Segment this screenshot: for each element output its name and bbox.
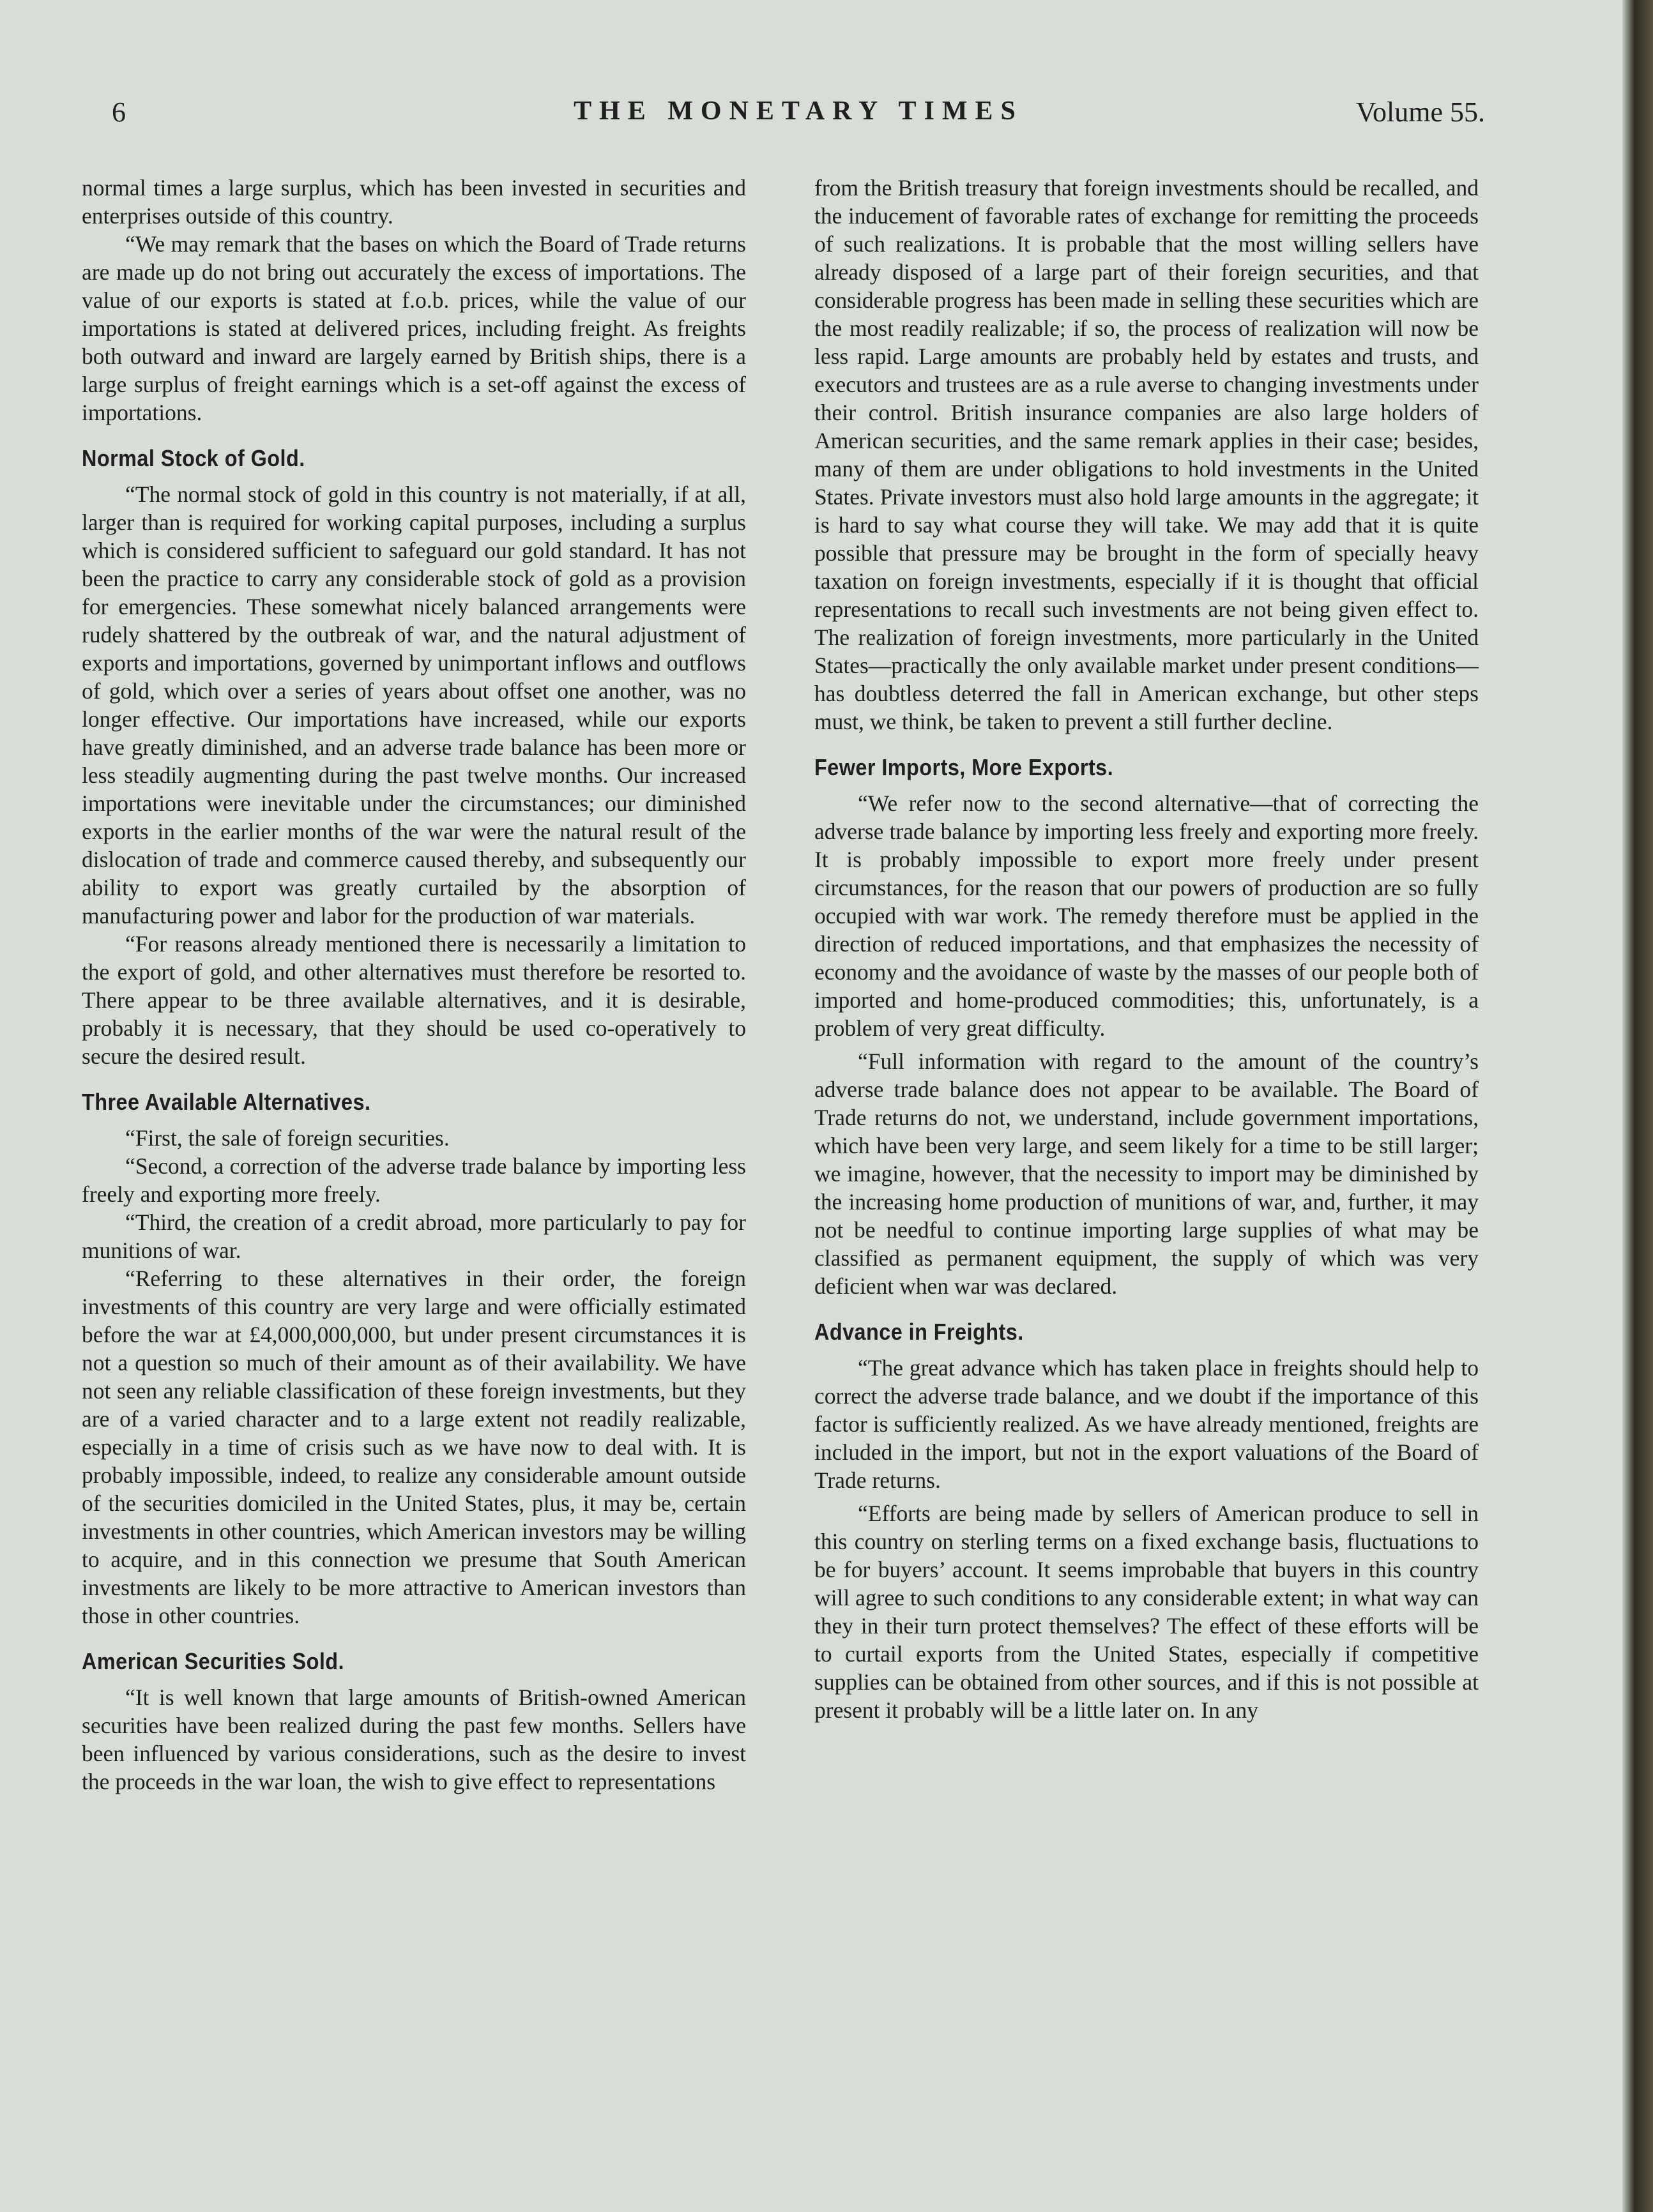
paragraph: “The normal stock of gold in this country is not materially, if at all, larger than is required for working capital purposes, including a surplus which is considered sufficient to safeguard our gold standard. It has not been the practice to carry any considerable stock of gold as a provision for emergencies. These somewhat nicely balanced arrangements were rudely shattered by the outbreak of war, and the natural adjustment of exports and importations, governed by unimportant inflows and outflows of gold, which over a series of years about offset one another, was no longer effective. Our importations have increased, while our exports have greatly diminished, and an adverse trade balance has been more or less steadily augmenting during the past twelve months. Our increased importations were inevitable under the circumstances; our diminished exports in the earlier months of the war were the natural result of the dislocation of trade and commerce caused thereby, and subsequently our ability to export was greatly curtailed by the absorption of manufacturing power and labor for the production of war materials. [82, 481, 746, 928]
page-number: 6 [112, 96, 126, 128]
paragraph: from the British treasury that foreign investments should be recalled, and the inducement of favorable rates of exchange for remitting the proceeds of such realizations. It is probable that the most willing sellers have already disposed of a large part of their foreign securities, and that considerable progress has been made in selling these securities which are the most readily realizable; if so, the process of realization will now be less rapid. Large amounts are probably held by estates and trusts, and executors and trustees are as a rule averse to changing investments under their control. British insurance companies are also large holders of American securities, and the same remark applies in their case; besides, many of them are under obligations to hold investments in the United States. Private investors must also hold large amounts in the aggregate; it is hard to say what course they will take. We may add that it is quite possible that pressure may be brought in the form of specially heavy taxation on foreign investments, especially if it is thought that official representations to recall such investments are not being given effect to. The realization of foreign investments, more particularly in the United States—practically the only available market under present conditions—has doubtless deterred the fall in American exchange, but other steps must, we think, be taken to prevent a still further decline. [814, 175, 1479, 734]
page-header [112, 96, 1485, 140]
section-heading: Advance in Freights. [814, 1319, 1024, 1345]
paragraph: “We may remark that the bases on which the Board of Trade returns are made up do not bring out accurately the excess of importations. The value of our exports is stated at f.o.b. prices, while the value of our importations is stated at delivered prices, including freight. As freights both outward and inward are largely earned by British ships, there is a large surplus of freight earnings which is a set-off against the excess of importations. [82, 231, 746, 425]
paragraph: “It is well known that large amounts of British-owned American securities have been realized during the past few months. Sellers have been influenced by various considerations, such as the desire to invest the proceeds in the war loan, the wish to give effect to representations [82, 1685, 746, 1794]
paragraph: “Second, a correction of the adverse trade balance by importing less freely and exporting more freely. [82, 1153, 746, 1207]
volume-label: Volume 55. [1355, 96, 1485, 128]
page-binding-edge [1622, 0, 1653, 2212]
paragraph: “We refer now to the second alternative—that of correcting the adverse trade balance by importing less freely and exporting more freely. It is probably impossible to export more freely under present circumstances, for the reason that our powers of production are so fully occupied with war work. The remedy therefore must be applied in the direction of reduced importations, and that emphasizes the necessity of economy and the avoidance of waste by the masses of our people both of imported and home-produced commodities; this, unfortunately, is a problem of very great difficulty. [814, 791, 1479, 1041]
left-column [82, 174, 746, 1796]
section-heading: Normal Stock of Gold. [82, 445, 305, 471]
right-column [814, 174, 1479, 1724]
section-heading: Three Available Alternatives. [82, 1089, 371, 1115]
paragraph: “For reasons already mentioned there is necessarily a limitation to the export of gold, and other alternatives must therefore be resorted to. There appear to be three available alternatives, and it is desirable, probably it is necessary, that they should be used co-operatively to secure the desired result. [82, 931, 746, 1069]
paragraph: “The great advance which has taken place in freights should help to correct the adverse trade balance, and we doubt if the importance of this factor is sufficiently realized. As we have already mentioned, freights are included in the import, but not in the export valuations of the Board of Trade returns. [814, 1355, 1479, 1493]
paragraph: “Efforts are being made by sellers of American produce to sell in this country on sterling terms on a fixed exchange basis, fluctuations to be for buyers’ account. It seems improbable that buyers in this country will agree to such conditions to any considerable extent; in what way can they in their turn protect themselves? The effect of these efforts will be to curtail exports from the United States, especially if competitive supplies can be obtained from other sources, and if this is not possible at present it probably will be a little later on. In any [814, 1501, 1479, 1723]
masthead-title: THE MONETARY TIMES [574, 96, 1023, 126]
paragraph: “Full information with regard to the amount of the country’s adverse trade balance does not appear to be available. The Board of Trade returns do not, we understand, include government importations, which have been very large, and seem likely for a time to be still larger; we imagine, however, that the necessity to import may be diminished by the increasing home production of munitions of war, and, further, it may not be needful to continue importing large supplies of what may be classified as permanent equipment, the supply of which was very deficient when war was declared. [814, 1049, 1479, 1299]
paragraph: “Third, the creation of a credit abroad, more particularly to pay for munitions of war. [82, 1209, 746, 1263]
paragraph: “Referring to these alternatives in their order, the foreign investments of this country are very large and were officially estimated before the war at £4,000,000,000, but under present circumstances it is not a question so much of their amount as of their availability. We have not seen any reliable classification of these foreign investments, but they are of a varied character and to a large extent not readily realizable, especially in a time of crisis such as we have now to deal with. It is probably impossible, indeed, to realize any considerable amount outside of the securities domiciled in the United States, plus, it may be, certain investments in other countries, which American investors may be willing to acquire, and in this connection we presume that South American investments are likely to be more attractive to American investors than those in other countries. [82, 1266, 746, 1628]
paragraph: normal times a large surplus, which has been invested in securities and enterprises outside of this country. [82, 175, 746, 229]
section-heading: American Securities Sold. [82, 1648, 345, 1674]
paragraph: “First, the sale of foreign securities. [125, 1125, 450, 1151]
section-heading: Fewer Imports, More Exports. [814, 754, 1114, 780]
